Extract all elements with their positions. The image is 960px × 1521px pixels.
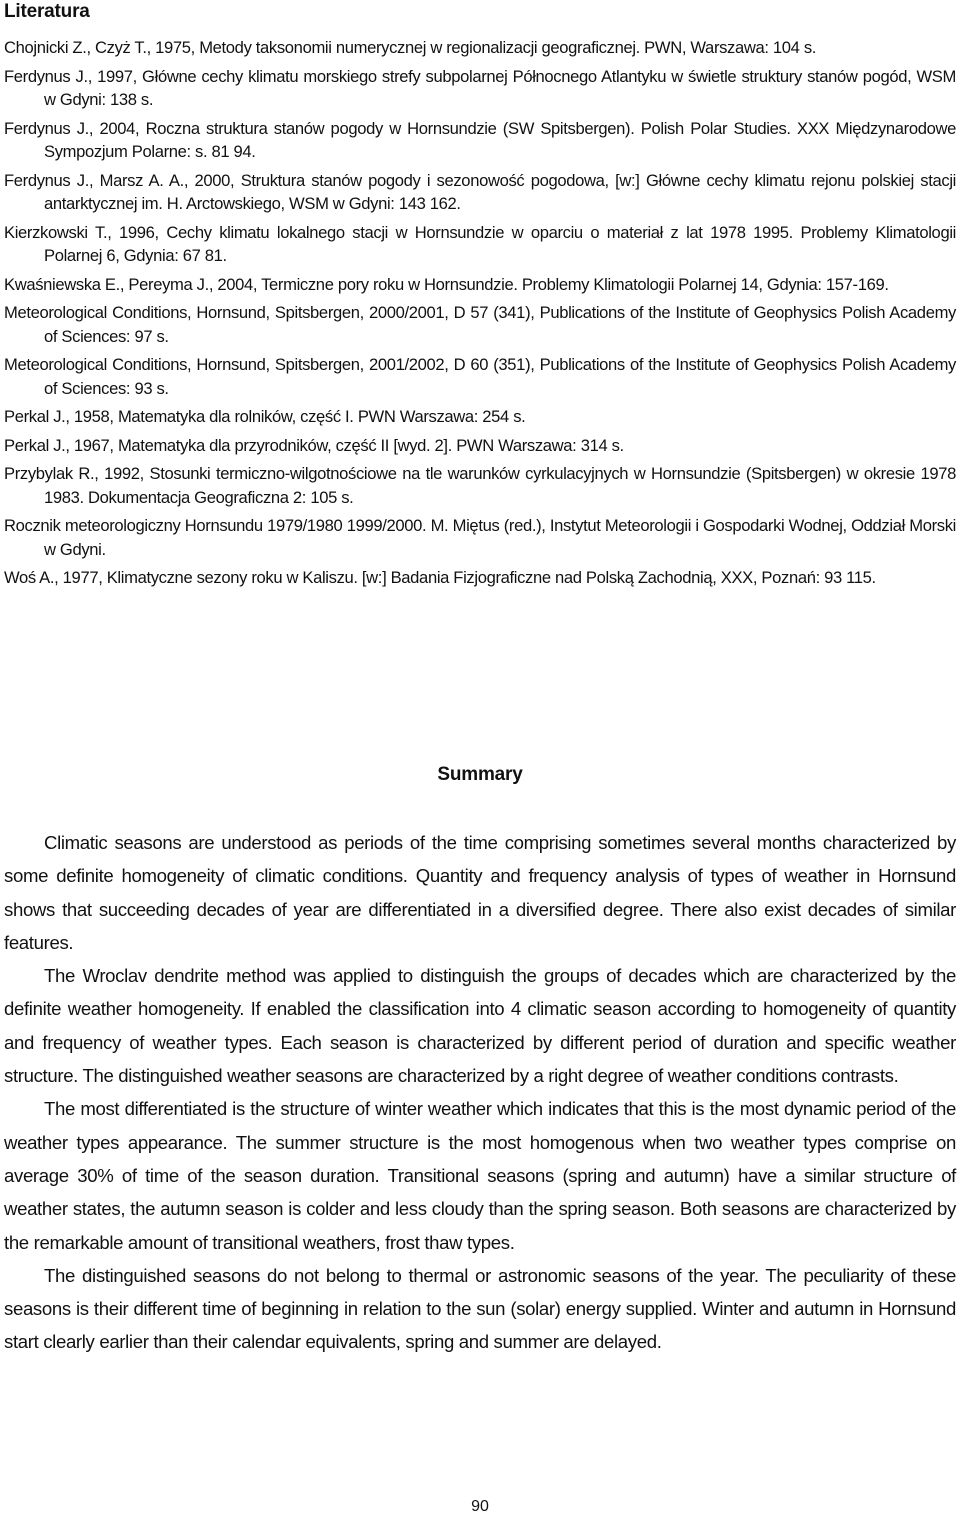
reference-item: Ferdynus J., Marsz A. A., 2000, Struktura stanów pogody i sezonowość pogodowa, [w:] Główne cechy klimatu rejonu polskiej stacji antarktycznej im. H. Arctowskiego, WSM w Gdyni: 143 162. [4, 170, 956, 213]
reference-item: Perkal J., 1967, Matematyka dla przyrodników, część II [wyd. 2]. PWN Warszawa: 314 s. [4, 435, 624, 455]
reference-item: Ferdynus J., 1997, Główne cechy klimatu morskiego strefy subpolarnej Północnego Atlantyku w świetle struktury stanów pogód, WSM w Gdyni: 138 s. [4, 66, 956, 109]
reference-item: Woś A., 1977, Klimatyczne sezony roku w Kaliszu. [w:] Badania Fizjograficzne nad Polską Zachodnią, XXX, Poznań: 93 115. [4, 568, 876, 587]
reference-item: Chojnicki Z., Czyż T., 1975, Metody taksonomii numerycznej w regionalizacji geograficznej. PWN, Warszawa: 104 s. [4, 38, 817, 57]
literature-heading: Literatura [4, 1, 90, 22]
summary-paragraph: The most differentiated is the structure of winter weather which indicates that this is the most dynamic period of the weather types appearance. The summer structure is the most homogenous when two weather types comprise on average 30% of time of the season duration. Transitional seasons (spring and autumn) have a similar structure of weather states, the autumn season is colder and less cloudy than the spring season. Both seasons are characterized by the remarkable amount of transitional weathers, frost thaw types. [4, 1098, 956, 1253]
reference-item: Ferdynus J., 2004, Roczna struktura stanów pogody w Hornsundzie (SW Spitsbergen). Polish Polar Studies. XXX Międzynarodowe Sympozjum Polarne: s. 81 94. [4, 118, 956, 161]
reference-item: Meteorological Conditions, Hornsund, Spitsbergen, 2001/2002, D 60 (351), Publications of the Institute of Geophysics Polish Academy of Sciences: 93 s. [4, 355, 956, 398]
summary-body [4, 826, 956, 1359]
reference-list [4, 36, 956, 595]
page-number: 90 [471, 1498, 489, 1515]
reference-item: Meteorological Conditions, Hornsund, Spitsbergen, 2000/2001, D 57 (341), Publications of the Institute of Geophysics Polish Academy of Sciences: 97 s. [4, 303, 956, 346]
reference-item: Kierzkowski T., 1996, Cechy klimatu lokalnego stacji w Hornsundzie w oparciu o materiał z lat 1978 1995. Problemy Klimatologii Polarnej 6, Gdynia: 67 81. [4, 222, 956, 265]
reference-item: Perkal J., 1958, Matematyka dla rolników, część I. PWN Warszawa: 254 s. [4, 407, 526, 426]
summary-paragraph: The Wroclav dendrite method was applied to distinguish the groups of decades which are characterized by the definite weather homogeneity. If enabled the classification into 4 climatic season according to homogeneity of quantity and frequency of weather types. Each season is characterized by different period of duration and specific weather structure. The distinguished weather seasons are characterized by a right degree of weather conditions contrasts. [4, 965, 956, 1087]
reference-item: Rocznik meteorologiczny Hornsundu 1979/1980 1999/2000. M. Miętus (red.), Instytut Meteorologii i Gospodarki Wodnej, Oddział Morski w Gdyni. [4, 516, 956, 559]
summary-paragraph: Climatic seasons are understood as periods of the time comprising sometimes several months characterized by some definite homogeneity of climatic conditions. Quantity and frequency analysis of types of weather in Hornsund shows that succeeding decades of year are differentiated in a diversified degree. There also exist decades of similar features. [4, 832, 956, 953]
reference-item: Przybylak R., 1992, Stosunki termiczno-wilgotnościowe na tle warunków cyrkulacyjnych w Hornsundzie (Spitsbergen) w okresie 1978 1983. Dokumentacja Geograficzna 2: 105 s. [4, 464, 956, 507]
reference-item: Kwaśniewska E., Pereyma J., 2004, Termiczne pory roku w Hornsundzie. Problemy Klimatologii Polarnej 14, Gdynia: 157-169. [4, 274, 889, 294]
summary-paragraph: The distinguished seasons do not belong to thermal or astronomic seasons of the year. The peculiarity of these seasons is their different time of beginning in relation to the sun (solar) energy supplied. Winter and autumn in Hornsund start clearly earlier than their calendar equivalents, spring and summer are delayed. [4, 1264, 956, 1353]
summary-heading: Summary [437, 764, 523, 785]
